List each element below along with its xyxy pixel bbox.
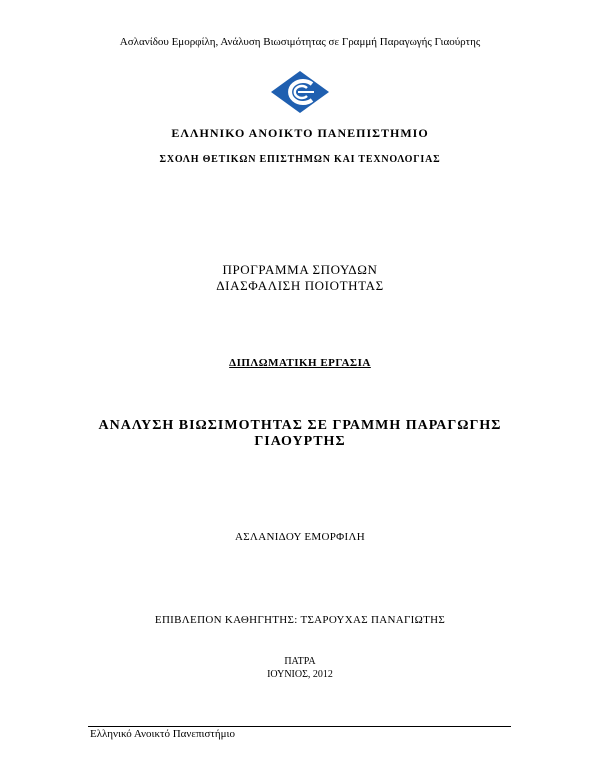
place: ΠΑΤΡΑ [284,656,316,667]
footer-text: Ελληνικό Ανοικτό Πανεπιστήμιο [90,728,235,740]
place-date [0,655,600,681]
date: ΙΟΥΝΙΟΣ, 2012 [267,669,333,680]
program-line-2: ΔΙΑΣΦΑΛΙΣΗ ΠΟΙΟΤΗΤΑΣ [216,278,384,293]
thesis-title [0,418,600,450]
program-title [0,262,600,294]
university-logo-icon [270,70,330,114]
author-name: ΑΣΛΑΝΙΔΟΥ ΕΜΟΡΦΙΛΗ [234,531,365,543]
running-header: Ασλανίδου Εμορφίλη, Ανάλυση Βιωσιμότητας σε Γραμμή Παραγωγής Γιαούρτης [119,36,481,48]
program-line-1: ΠΡΟΓΡΑΜΜΑ ΣΠΟΥΔΩΝ [222,262,378,277]
university-name: ΕΛΛΗΝΙΚΟ ΑΝΟΙΚΤΟ ΠΑΝΕΠΙΣΤΗΜΙΟ [171,126,429,140]
supervisor: ΕΠΙΒΛΕΠΟΝ ΚΑΘΗΓΗΤΗΣ: ΤΣΑΡΟΥΧΑΣ ΠΑΝΑΓΙΩΤΗΣ [154,614,446,626]
thesis-title-line-2: ΓΙΑΟΥΡΤΗΣ [254,434,346,449]
school-name: ΣΧΟΛΗ ΘΕΤΙΚΩΝ ΕΠΙΣΤΗΜΩΝ ΚΑΙ ΤΕΧΝΟΛΟΓΙΑΣ [159,154,441,165]
thesis-title-line-1: ΑΝΑΛΥΣΗ ΒΙΩΣΙΜΟΤΗΤΑΣ ΣΕ ΓΡΑΜΜΗ ΠΑΡΑΓΩΓΗΣ [98,418,502,433]
footer-divider [88,726,511,727]
thesis-type: ΔΙΠΛΩΜΑΤΙΚΗ ΕΡΓΑΣΙΑ [229,357,371,369]
